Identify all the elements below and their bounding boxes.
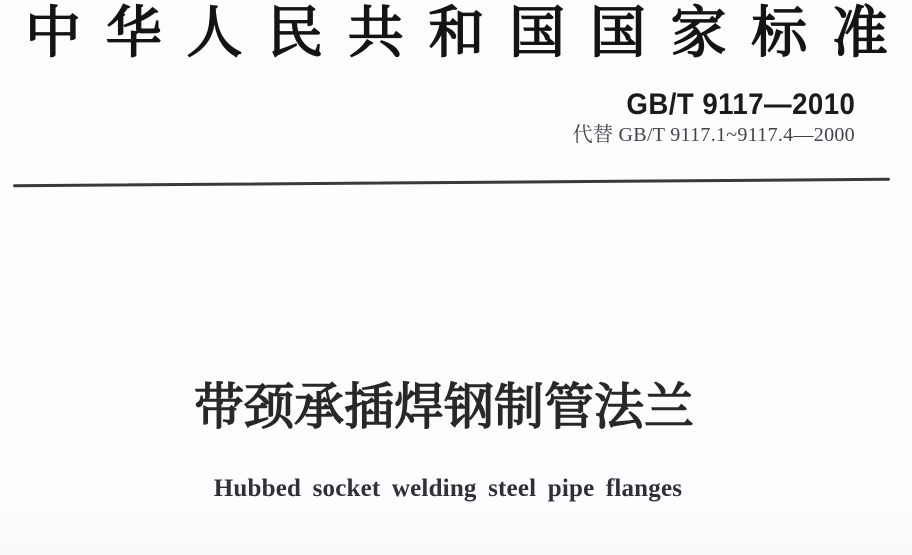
standard-designation-block	[573, 90, 855, 146]
heading-character: 国	[509, 3, 566, 65]
divider-rule	[13, 178, 890, 187]
heading-character: 共	[347, 3, 404, 65]
heading-character: 华	[105, 3, 162, 65]
replaces-note: 代替 GB/T 9117.1~9117.4—2000	[572, 124, 855, 146]
document-title-chinese: 带颈承插焊钢制管法兰	[194, 379, 694, 435]
heading-character: 和	[428, 3, 485, 65]
heading-character: 准	[831, 3, 888, 65]
heading-character: 标	[751, 3, 808, 65]
heading-character: 民	[267, 3, 324, 65]
heading-character: 家	[670, 3, 727, 65]
heading-character: 人	[186, 3, 243, 65]
national-standard-heading	[25, 3, 888, 65]
document-title-english: Hubbed socket welding steel pipe flanges	[213, 475, 683, 502]
heading-character: 国	[589, 3, 646, 65]
standard-number: GB/T 9117—2010	[626, 88, 855, 121]
heading-character: 中	[25, 3, 81, 65]
